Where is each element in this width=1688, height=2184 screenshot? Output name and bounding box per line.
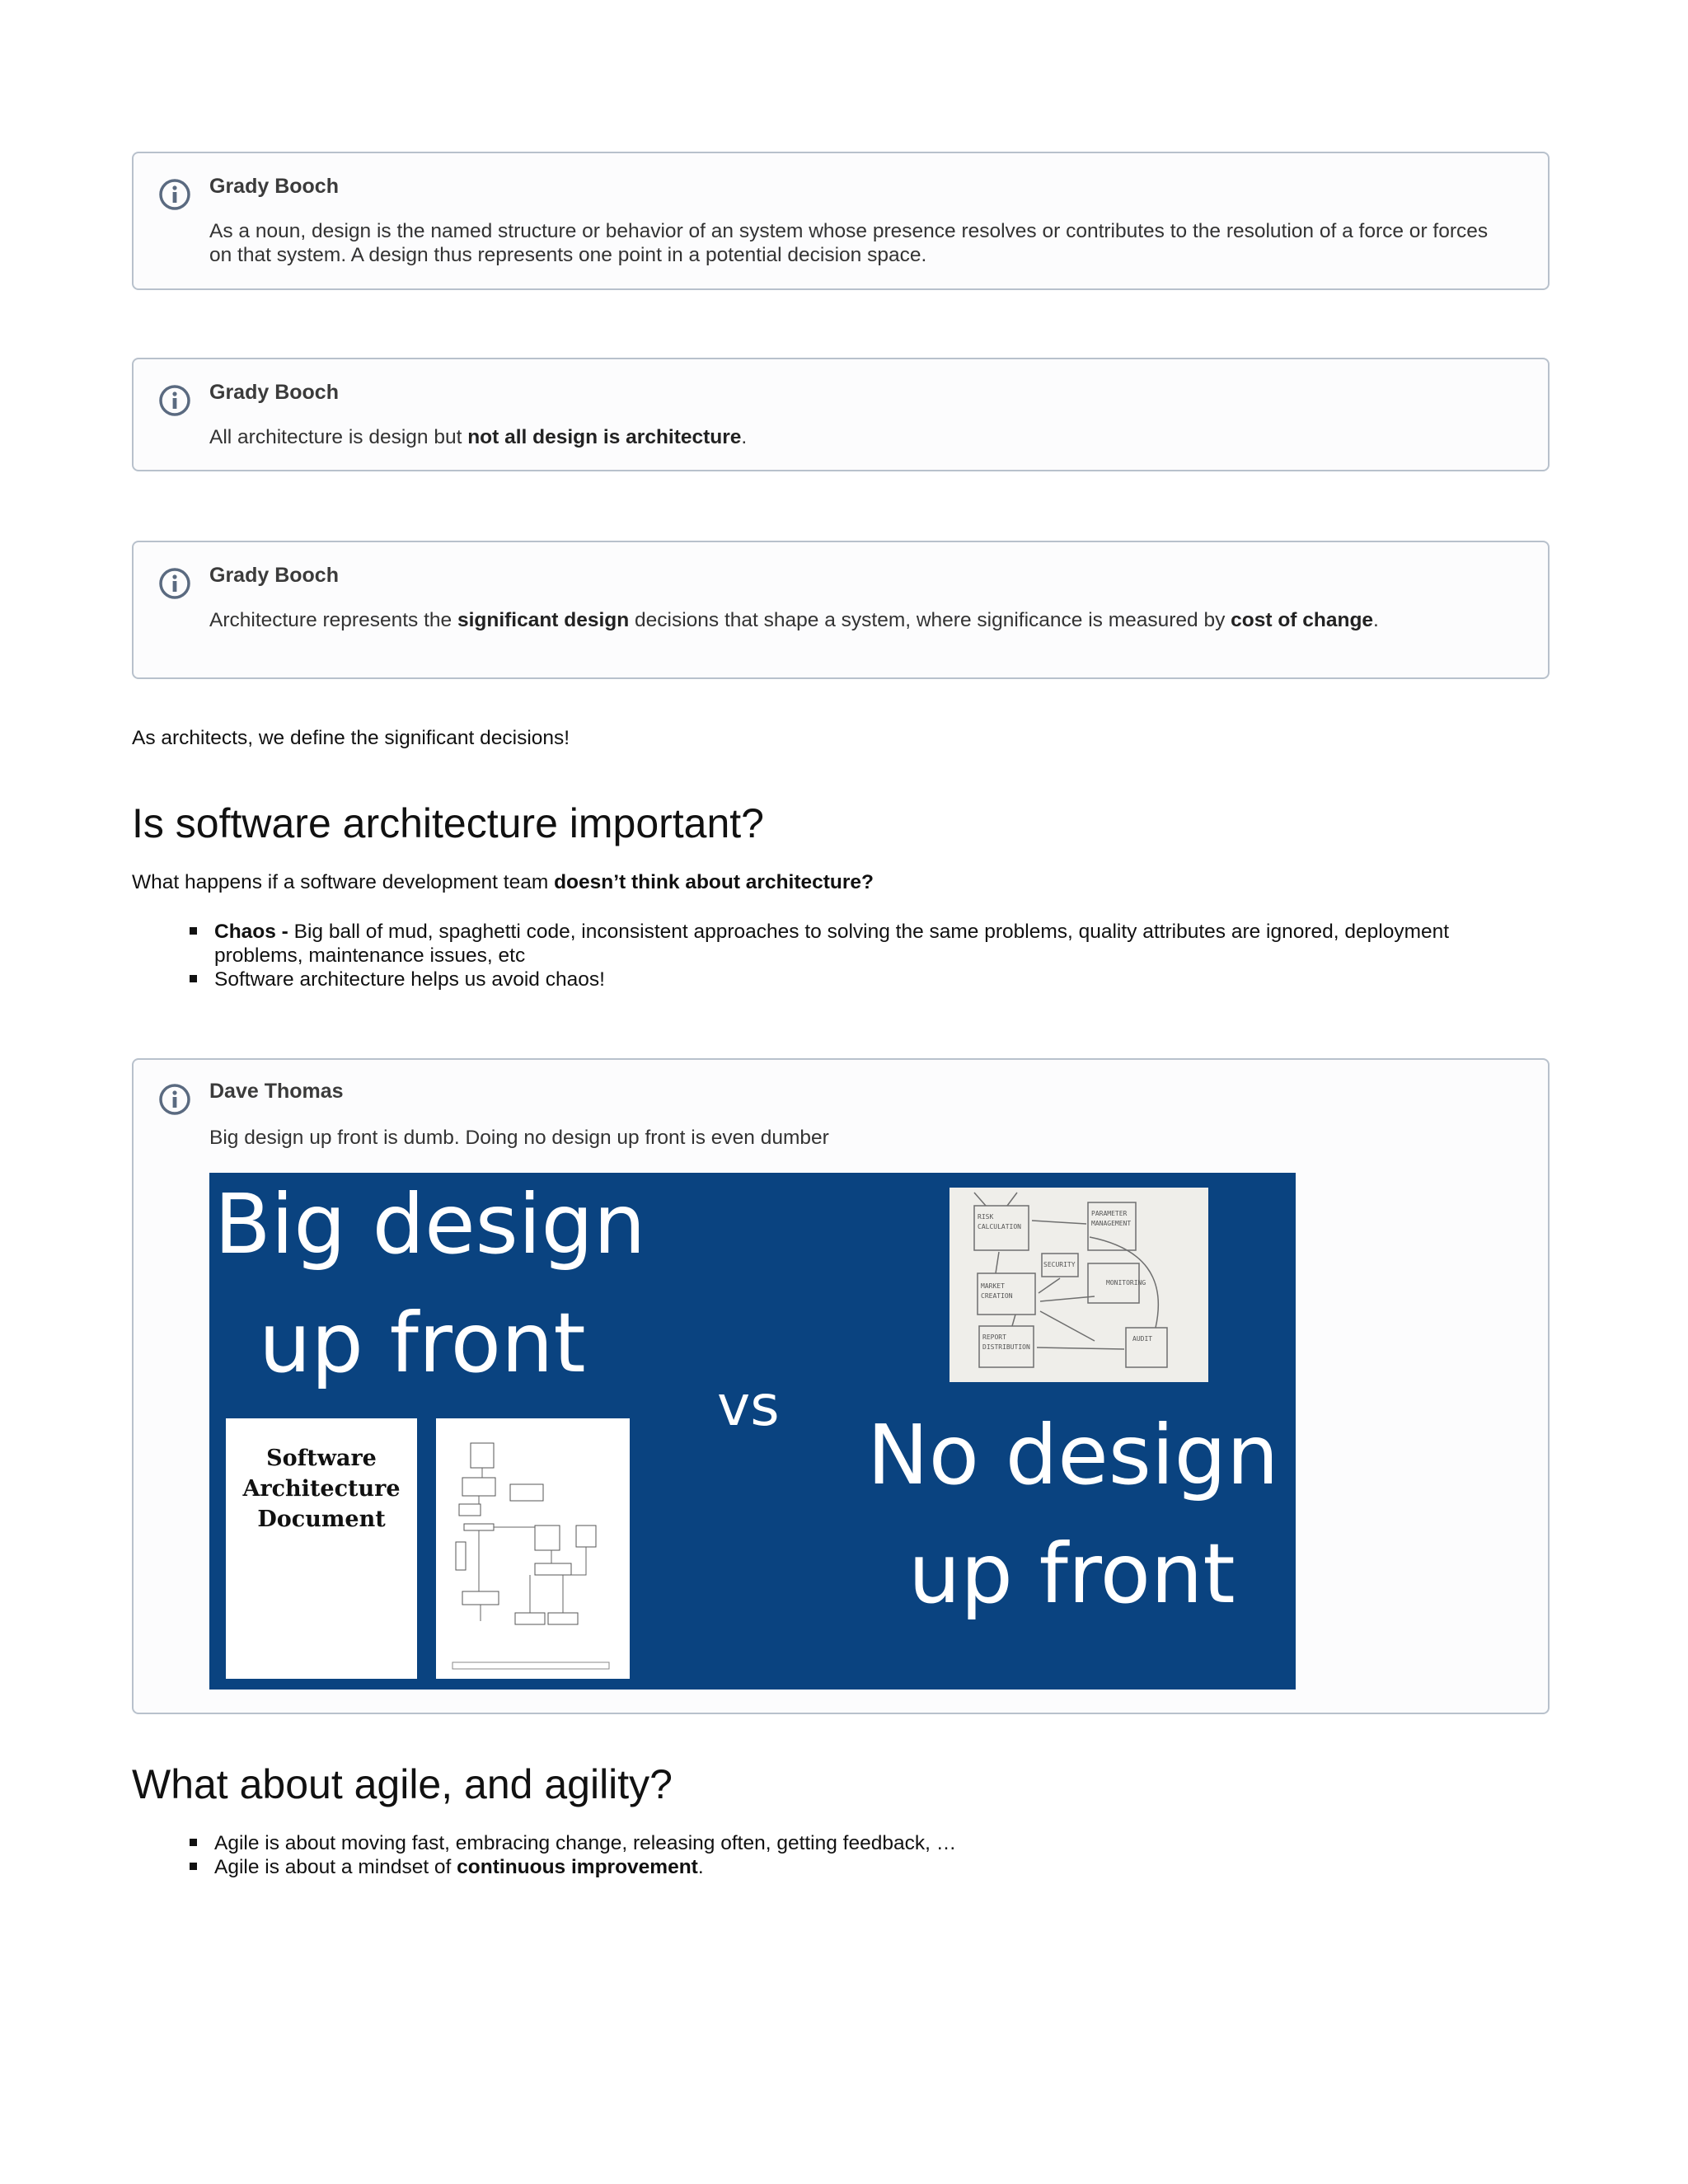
svg-text:REPORT: REPORT (982, 1333, 1006, 1341)
sketch-drawing (950, 1188, 1208, 1382)
svg-text:CALCULATION: CALCULATION (978, 1223, 1021, 1230)
quote-text: Architecture represents the significant design decisions that shape a system, where significance is measured by cost of change. (209, 609, 1379, 631)
svg-text:MANAGEMENT: MANAGEMENT (1091, 1220, 1132, 1227)
slide-left-line2: up front (259, 1295, 586, 1391)
quote-text: All architecture is design but not all design is architecture. (209, 426, 748, 448)
bullet-list-importance (190, 920, 1467, 991)
info-panel-quote-2 (132, 358, 1550, 471)
emphasis: Chaos - (214, 921, 288, 943)
quote-author: Grady Booch (209, 175, 339, 198)
emphasis: cost of change (1231, 609, 1374, 631)
svg-text:DISTRIBUTION: DISTRIBUTION (982, 1343, 1030, 1351)
emphasis: significant design (457, 609, 630, 631)
emphasis: not all design is architecture (467, 426, 742, 448)
section-heading-agile: What about agile, and agility? (132, 1761, 673, 1807)
section-heading-importance: Is software architecture important? (132, 800, 764, 846)
slide-right-line1: No design (867, 1407, 1279, 1503)
uml-diagram-page (436, 1418, 630, 1679)
slide-image (209, 1173, 1296, 1690)
slide-right-line2: up front (908, 1526, 1236, 1622)
list-item: Agile is about a mindset of continuous improvement. (190, 1855, 1467, 1879)
info-panel-quote-1 (132, 152, 1550, 290)
emphasis: continuous improvement (457, 1856, 698, 1878)
quote-author: Dave Thomas (209, 1080, 344, 1103)
quote-author: Grady Booch (209, 564, 339, 587)
uml-diagram-drawing (436, 1418, 630, 1679)
svg-text:AUDIT: AUDIT (1132, 1335, 1153, 1343)
info-panel-quote-3 (132, 541, 1550, 679)
quote-author: Grady Booch (209, 381, 339, 404)
info-icon (158, 1083, 191, 1116)
svg-text:PARAMETER: PARAMETER (1091, 1210, 1128, 1217)
bullet-list-agile (190, 1831, 1467, 1879)
list-item: Chaos - Big ball of mud, spaghetti code, inconsistent approaches to solving the same problems, quality attributes are ignored, deployment problems, maintenance issues, etc (190, 920, 1467, 968)
slide-vs: vs (717, 1374, 780, 1439)
info-icon (158, 178, 191, 211)
svg-text:CREATION: CREATION (981, 1292, 1013, 1300)
info-panel-quote-4 (132, 1058, 1550, 1714)
document-cover (226, 1418, 417, 1679)
quote-text: As a noun, design is the named structure or behavior of an system whose presence resolves or contributes to the resolution of a force or forces on that system. A design thus represents one point in a potential decision space. (209, 220, 1489, 266)
svg-text:RISK: RISK (978, 1213, 994, 1221)
list-item: Agile is about moving fast, embracing change, releasing often, getting feedback, … (190, 1831, 1467, 1855)
document-title: Software Architecture Document (242, 1446, 401, 1532)
svg-text:SECURITY: SECURITY (1043, 1261, 1076, 1268)
slide-left-line1: Big design (214, 1176, 646, 1272)
svg-text:MARKET: MARKET (981, 1282, 1005, 1290)
info-icon (158, 384, 191, 417)
quote-text: Big design up front is dumb. Doing no design up front is even dumber (209, 1127, 829, 1149)
hand-drawn-diagram (950, 1188, 1208, 1382)
section-question: What happens if a software development team doesn’t think about architecture? (132, 871, 874, 893)
list-item: Software architecture helps us avoid chaos! (190, 968, 1467, 991)
emphasis: doesn’t think about architecture? (554, 871, 874, 893)
svg-text:MONITORING: MONITORING (1106, 1279, 1146, 1286)
intro-sentence: As architects, we define the significant decisions! (132, 727, 570, 749)
info-icon (158, 567, 191, 600)
